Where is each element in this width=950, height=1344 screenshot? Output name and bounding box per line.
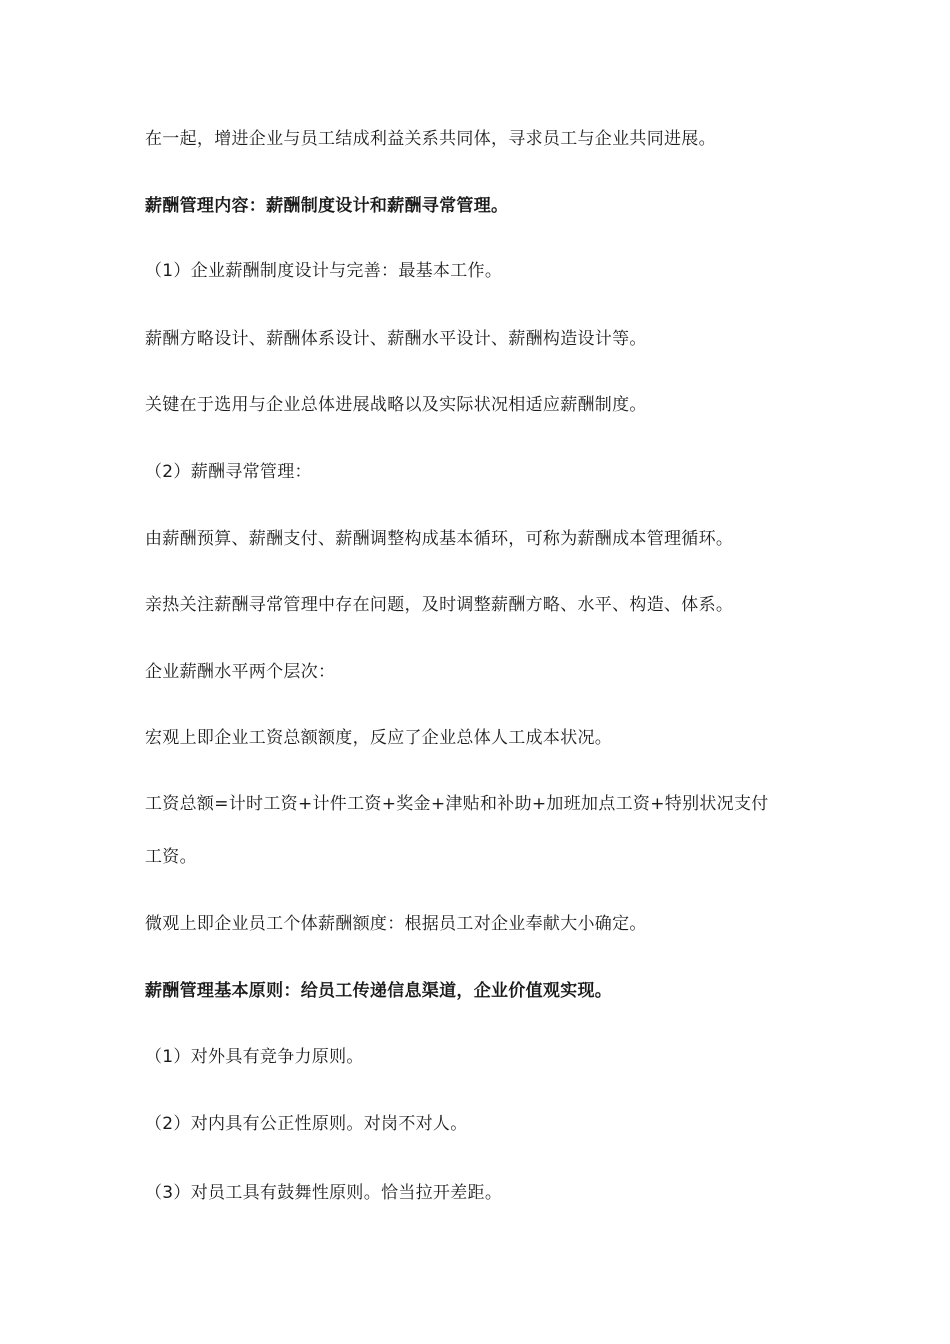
list-item: （2）对内具有公正性原则。对岗不对人。 <box>145 1114 468 1134</box>
list-item: （3）对员工具有鼓舞性原则。恰当拉开差距。 <box>145 1183 503 1203</box>
list-item: （1）企业薪酬制度设计与完善：最基本工作。 <box>145 261 503 281</box>
body-paragraph: 薪酬方略设计、薪酬体系设计、薪酬水平设计、薪酬构造设计等。 <box>145 329 647 349</box>
section-heading: 薪酬管理基本原则：给员工传递信息渠道，企业价值观实现。 <box>145 981 613 1001</box>
body-paragraph: 微观上即企业员工个体薪酬额度：根据员工对企业奉献大小确定。 <box>145 914 647 934</box>
body-paragraph: 关键在于选用与企业总体进展战略以及实际状况相适应薪酬制度。 <box>145 395 647 415</box>
body-paragraph: 在一起，增进企业与员工结成利益关系共同体，寻求员工与企业共同进展。 <box>145 129 716 149</box>
body-paragraph: 由薪酬预算、薪酬支付、薪酬调整构成基本循环，可称为薪酬成本管理循环。 <box>145 529 734 549</box>
formula-line: 工资总额=计时工资+计件工资+奖金+津贴和补助+加班加点工资+特别状况支付 <box>145 794 769 814</box>
formula-line-continued: 工资。 <box>145 847 197 867</box>
body-paragraph: 亲热关注薪酬寻常管理中存在问题，及时调整薪酬方略、水平、构造、体系。 <box>145 595 734 615</box>
list-item: （1）对外具有竞争力原则。 <box>145 1047 364 1067</box>
list-item: （2）薪酬寻常管理： <box>145 462 312 482</box>
body-paragraph: 企业薪酬水平两个层次： <box>145 662 336 682</box>
section-heading: 薪酬管理内容：薪酬制度设计和薪酬寻常管理。 <box>145 196 509 216</box>
body-paragraph: 宏观上即企业工资总额额度，反应了企业总体人工成本状况。 <box>145 728 613 748</box>
